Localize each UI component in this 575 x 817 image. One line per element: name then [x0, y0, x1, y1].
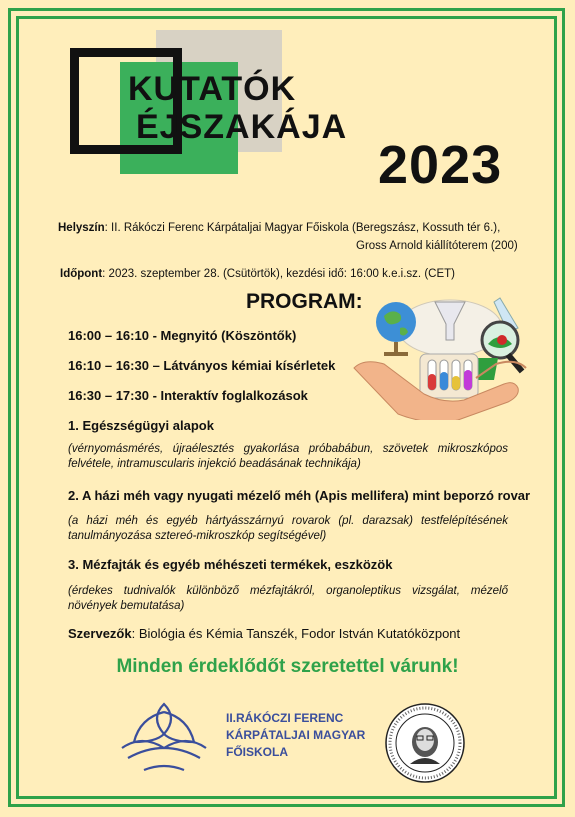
- organizers-label: Szervezők: [68, 626, 132, 641]
- fodor-istvan-seal-icon: [384, 702, 466, 784]
- time-label: Időpont: [60, 268, 103, 280]
- program-title: PROGRAM:: [246, 290, 363, 313]
- university-line-3: FŐISKOLA: [226, 745, 288, 759]
- logo-line-1: KUTATÓK: [128, 70, 297, 108]
- topic-title: 3. Mézfajták és egyéb méhészeti termékek, eszközök: [68, 557, 393, 572]
- university-line-2: KÁRPÁTALJAI MAGYAR: [226, 728, 366, 742]
- topic-title: 2. A házi méh vagy nyugati mézelő méh (Apis mellifera) mint beporzó rovar: [68, 488, 531, 503]
- science-illustration-icon: [340, 288, 540, 420]
- venue-label: Helyszín: [58, 222, 105, 234]
- invitation-text: Minden érdeklődőt szeretettel várunk!: [116, 656, 459, 677]
- venue-line-1: [58, 222, 500, 234]
- kutatok-ejszakaja-logo: [70, 28, 370, 178]
- time-line: [60, 268, 455, 280]
- university-name: [226, 710, 365, 761]
- schedule-item: 16:10 – 16:30 – Látványos kémiai kísérletek: [68, 358, 336, 373]
- organizers-value: : Biológia és Kémia Tanszék, Fodor István Kutatóközpont: [131, 626, 461, 641]
- logo-line-2: ÉJSZAKÁJA: [136, 108, 348, 146]
- time-value: : 2023. szeptember 28. (Csütörtök), kezdési idő: 16:00 k.e.i.sz. (CET): [102, 268, 455, 280]
- event-year: 2023: [378, 135, 503, 195]
- venue-text-1: : II. Rákóczi Ferenc Kárpátaljai Magyar Főiskola (Beregszász, Kossuth tér 6.),: [104, 222, 501, 234]
- venue-line-2: Gross Arnold kiállítóterem (200): [356, 240, 518, 252]
- topic-description: (érdekes tudnivalók különböző mézfajtákról, organoleptikus vizsgálat, mézelő növények bemutatása): [68, 585, 508, 612]
- university-emblem-icon: [114, 698, 214, 778]
- topic-description: (a házi méh és egyéb hártyásszárnyú rovarok (pl. darazsak) testfelépítésének tanulmányozása sztereó-mikroszkóp segítségével): [68, 515, 508, 542]
- topic-title: 1. Egészségügyi alapok: [68, 418, 214, 433]
- schedule-item: 16:00 – 16:10 - Megnyitó (Köszöntők): [68, 328, 297, 343]
- schedule-item: 16:30 – 17:30 - Interaktív foglalkozások: [68, 388, 308, 403]
- topic-description: (vérnyomásmérés, újraélesztés gyakorlása próbabábun, szövetek mikroszkópos felvétele, intramuscularis injekció beadásának technikája): [68, 443, 508, 470]
- logo-text: [128, 70, 347, 146]
- university-line-1: II.RÁKÓCZI FERENC: [226, 711, 344, 725]
- organizers-line: [68, 626, 460, 641]
